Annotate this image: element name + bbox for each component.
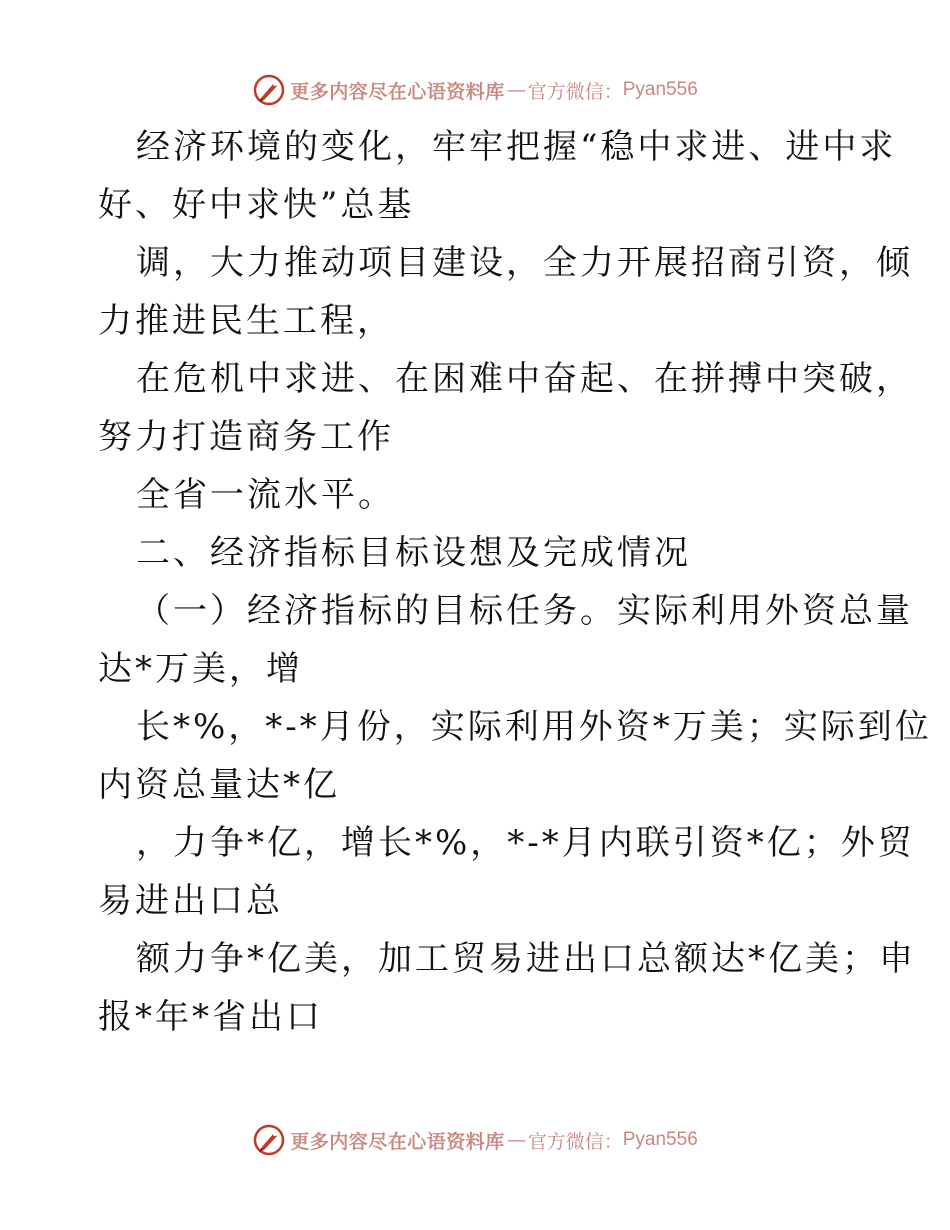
section-heading: 二、经济指标目标设想及完成情况 [136, 533, 691, 573]
text-line: ，力争*亿，增长*%，*-*月内联引资*亿；外贸 [136, 823, 915, 863]
pen-logo-icon [252, 1123, 286, 1157]
text-line: 努力打造商务工作 [98, 417, 394, 457]
watermark-footer [0, 1120, 950, 1160]
watermark-main-text: 更多内容尽在心语资料库 [290, 80, 505, 103]
text-line: 调，大力推动项目建设，全力开展招商引资，倾 [136, 243, 913, 283]
text-line: 全省一流水平。 [136, 475, 395, 515]
pen-logo-icon [252, 73, 286, 107]
watermark-dash: — [506, 79, 526, 101]
text-line: 额力争*亿美，加工贸易进出口总额达*亿美；申 [136, 939, 916, 979]
text-line: 易进出口总 [98, 881, 283, 921]
text-line: 力推进民生工程， [98, 301, 394, 341]
text-line: 报*年*省出口 [98, 997, 323, 1037]
text-line: 长*%，*-*月份，实际利用外资*万美；实际到位 [136, 707, 932, 747]
watermark-wechat-id: Pyan556 [622, 79, 698, 100]
watermark-wechat-label: 官方微信： [527, 1130, 623, 1153]
watermark-header [0, 70, 950, 110]
watermark-main-text: 更多内容尽在心语资料库 [290, 1130, 505, 1153]
text-line: 达*万美，增 [98, 649, 303, 689]
text-line: 经济环境的变化，牢牢把握“稳中求进、进中求 [136, 127, 897, 167]
watermark-wechat-id: Pyan556 [622, 1129, 698, 1150]
text-line: 内资总量达*亿 [98, 765, 340, 805]
text-line: 在危机中求进、在困难中奋起、在拼搏中突破， [136, 359, 913, 399]
text-line: （一）经济指标的目标任务。实际利用外资总量 [136, 591, 913, 631]
text-line: 好、好中求快”总基 [98, 185, 415, 225]
document-body [98, 118, 932, 1046]
watermark-dash: — [506, 1129, 526, 1151]
watermark-wechat-label: 官方微信： [527, 80, 623, 103]
